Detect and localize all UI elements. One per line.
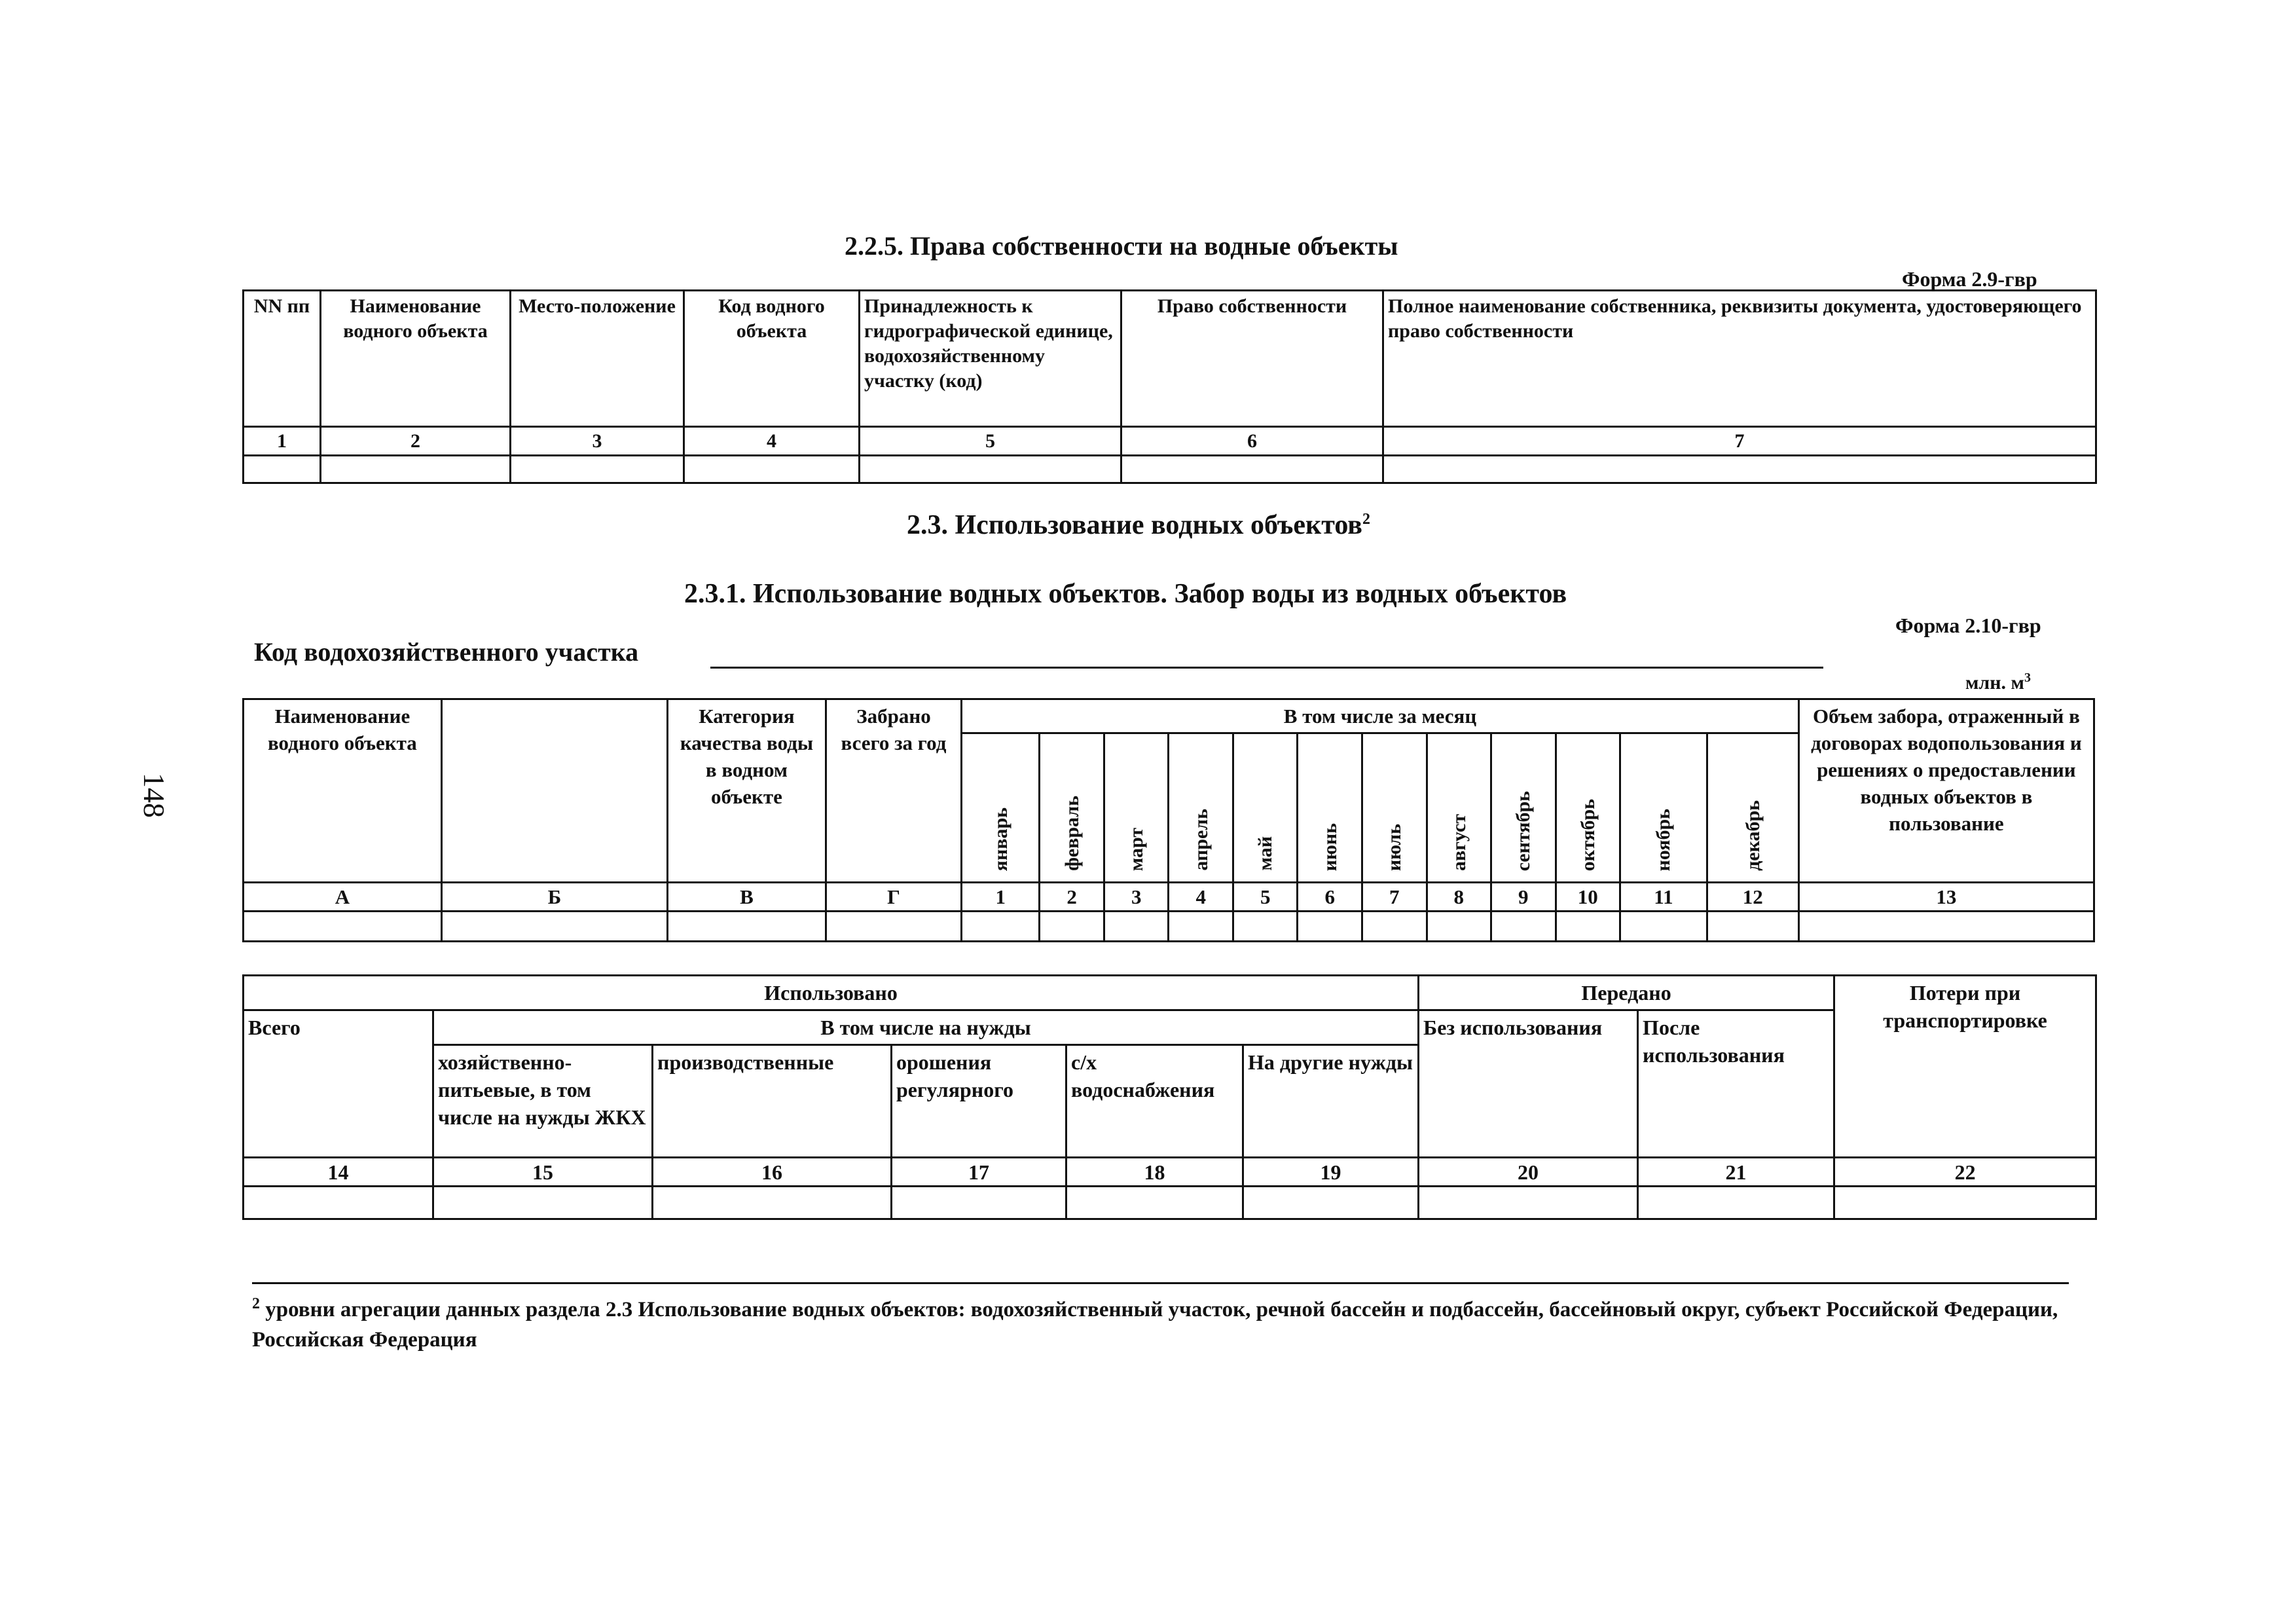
- header-months-group: В том числе за месяц: [962, 699, 1799, 733]
- header-agri-supply: с/х водоснабжения: [1066, 1045, 1243, 1158]
- empty-cell: [244, 456, 321, 483]
- empty-cell: [1556, 912, 1620, 942]
- page-number: 148: [137, 773, 171, 818]
- col-number: 6: [1298, 883, 1362, 912]
- header-owner-full-name: Полное наименование собственника, реквизиты документа, удостоверяющего право собственности: [1383, 291, 2096, 427]
- col-number: 2: [321, 427, 511, 456]
- col-number: 17: [892, 1158, 1066, 1187]
- empty-cell: [962, 912, 1040, 942]
- col-number: 13: [1798, 883, 2094, 912]
- header-nn: NN пп: [244, 291, 321, 427]
- empty-cell: [1419, 1187, 1638, 1219]
- footnote-text: уровни агрегации данных раздела 2.3 Использование водных объектов: водохозяйственный участок, речной бассейн и подбассейн, бассейновый округ, субъект Российской Федерации, Российская Федерация: [252, 1298, 2058, 1352]
- header-irrigation: орошения регулярного: [892, 1045, 1066, 1158]
- col-number: 5: [1233, 883, 1298, 912]
- footnote-ref: 2: [1362, 511, 1370, 528]
- header-ownership-right: Право собственности: [1121, 291, 1383, 427]
- month-march: март: [1104, 733, 1169, 883]
- header-location: Место-положение: [511, 291, 684, 427]
- section-231-title: 2.3.1. Использование водных объектов. Забор воды из водных объектов: [684, 579, 1567, 609]
- header-industrial: производственные: [653, 1045, 892, 1158]
- header-after-use: После использования: [1638, 1010, 1834, 1158]
- empty-cell: [433, 1187, 653, 1219]
- form-210-label: Форма 2.10-гвр: [1895, 614, 2041, 637]
- col-number: 4: [1169, 883, 1233, 912]
- col-number: 7: [1362, 883, 1427, 912]
- area-code-line: [710, 667, 1823, 669]
- section-23-title: 2.3. Использование водных объектов$^2$: [907, 510, 1370, 540]
- header-affiliation: Принадлежность к гидрографической единице, водохозяйственному участку (код): [860, 291, 1121, 427]
- water-intake-table: [242, 698, 2095, 942]
- empty-cell: [653, 1187, 892, 1219]
- month-november: ноябрь: [1620, 733, 1707, 883]
- col-number: 15: [433, 1158, 653, 1187]
- footnote-mark: 2: [252, 1295, 260, 1312]
- empty-cell: [1427, 912, 1491, 942]
- col-number: 4: [684, 427, 860, 456]
- col-number: 22: [1834, 1158, 2096, 1187]
- empty-cell: [1638, 1187, 1834, 1219]
- col-number: 1: [244, 427, 321, 456]
- empty-cell: [1298, 912, 1362, 942]
- col-number: 7: [1383, 427, 2096, 456]
- col-number: 2: [1040, 883, 1104, 912]
- empty-cell: [892, 1187, 1066, 1219]
- section-225-title: 2.2.5. Права собственности на водные объекты: [845, 231, 1398, 261]
- col-number: Г: [826, 883, 961, 912]
- col-number: 14: [244, 1158, 433, 1187]
- col-number: 8: [1427, 883, 1491, 912]
- empty-cell: [1491, 912, 1556, 942]
- empty-cell: [826, 912, 961, 942]
- empty-cell: [321, 456, 511, 483]
- header-total: Всего: [244, 1010, 433, 1158]
- ownership-table: [242, 289, 2097, 484]
- header-without-use: Без использования: [1419, 1010, 1638, 1158]
- header-quality-category: Категория качества воды в водном объекте: [668, 699, 826, 883]
- empty-cell: [244, 1187, 433, 1219]
- col-number: А: [244, 883, 442, 912]
- col-number: 11: [1620, 883, 1707, 912]
- empty-cell: [1834, 1187, 2096, 1219]
- header-losses: Потери при транспортировке: [1834, 976, 2096, 1158]
- month-october: октябрь: [1556, 733, 1620, 883]
- month-january: январь: [962, 733, 1040, 883]
- col-number: 3: [511, 427, 684, 456]
- col-number: 3: [1104, 883, 1169, 912]
- header-including-needs: В том числе на нужды: [433, 1010, 1419, 1045]
- unit-label: млн. $м^3$: [1965, 671, 2031, 693]
- col-number: 16: [653, 1158, 892, 1187]
- header-taken-total: Забрано всего за год: [826, 699, 961, 883]
- empty-cell: [1121, 456, 1383, 483]
- month-december: декабрь: [1707, 733, 1798, 883]
- col-number: 20: [1419, 1158, 1638, 1187]
- col-number: 19: [1243, 1158, 1419, 1187]
- empty-cell: [1243, 1187, 1419, 1219]
- footnote: [252, 1289, 2069, 1355]
- header-other-needs: На другие нужды: [1243, 1045, 1419, 1158]
- header-used: Использовано: [244, 976, 1419, 1010]
- col-number: 5: [860, 427, 1121, 456]
- area-code-label: Код водохозяйственного участка: [254, 637, 639, 667]
- col-number: 12: [1707, 883, 1798, 912]
- empty-cell: [1707, 912, 1798, 942]
- footnote-divider: [252, 1282, 2069, 1284]
- header-transferred: Передано: [1419, 976, 1834, 1010]
- water-usage-table: [242, 974, 2097, 1220]
- col-number: 10: [1556, 883, 1620, 912]
- empty-cell: [860, 456, 1121, 483]
- header-blank: [441, 699, 667, 883]
- col-number: 18: [1066, 1158, 1243, 1187]
- empty-cell: [1040, 912, 1104, 942]
- empty-cell: [1362, 912, 1427, 942]
- header-object-name: Наименование водного объекта: [244, 699, 442, 883]
- col-number: 9: [1491, 883, 1556, 912]
- empty-cell: [441, 912, 667, 942]
- empty-cell: [1066, 1187, 1243, 1219]
- month-september: сентябрь: [1491, 733, 1556, 883]
- empty-cell: [1383, 456, 2096, 483]
- col-number: 6: [1121, 427, 1383, 456]
- month-june: июнь: [1298, 733, 1362, 883]
- empty-cell: [1620, 912, 1707, 942]
- form-29-label: Форма 2.9-гвр: [1902, 267, 2037, 291]
- month-may: май: [1233, 733, 1298, 883]
- month-july: июль: [1362, 733, 1427, 883]
- empty-cell: [684, 456, 860, 483]
- empty-cell: [1798, 912, 2094, 942]
- empty-cell: [1104, 912, 1169, 942]
- header-contract-volume: Объем забора, отраженный в договорах водопользования и решениях о предоставлении водных объектов в пользование: [1798, 699, 2094, 883]
- col-number: Б: [441, 883, 667, 912]
- col-number: 1: [962, 883, 1040, 912]
- empty-cell: [511, 456, 684, 483]
- empty-cell: [244, 912, 442, 942]
- col-number: В: [668, 883, 826, 912]
- empty-cell: [1169, 912, 1233, 942]
- empty-cell: [1233, 912, 1298, 942]
- header-object-name: Наименование водного объекта: [321, 291, 511, 427]
- empty-cell: [668, 912, 826, 942]
- month-august: август: [1427, 733, 1491, 883]
- month-february: февраль: [1040, 733, 1104, 883]
- header-object-code: Код водного объекта: [684, 291, 860, 427]
- col-number: 21: [1638, 1158, 1834, 1187]
- header-household: хозяйственно-питьевые, в том числе на нужды ЖКХ: [433, 1045, 653, 1158]
- month-april: апрель: [1169, 733, 1233, 883]
